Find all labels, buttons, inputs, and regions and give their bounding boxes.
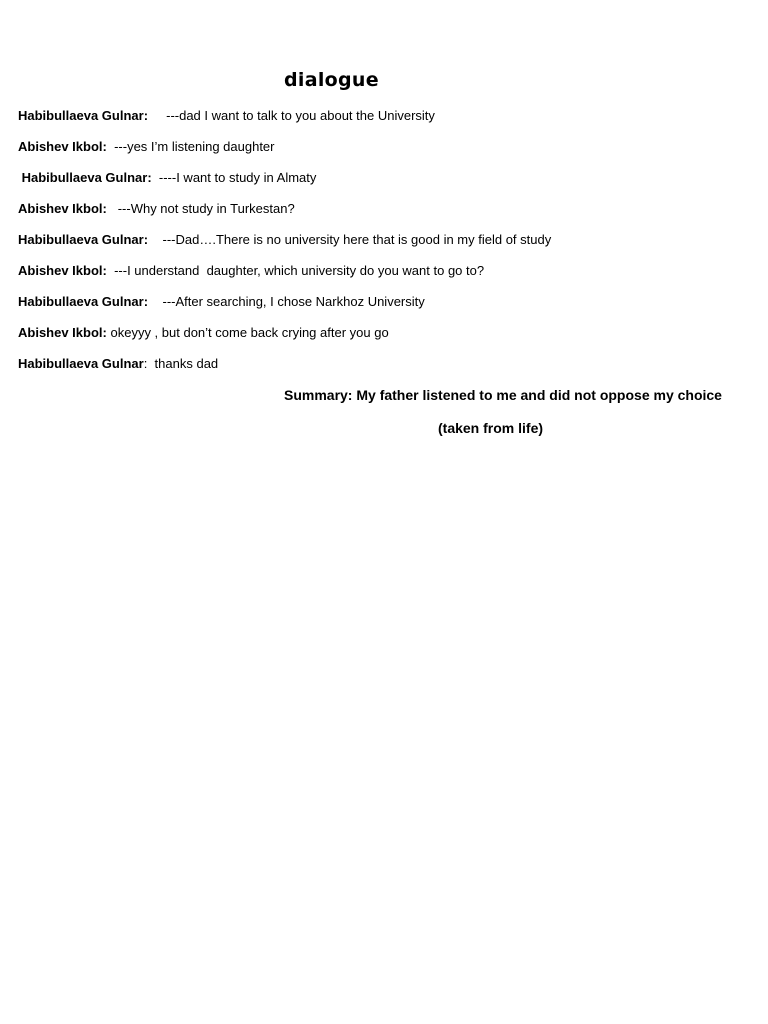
dialogue-line xyxy=(18,356,218,372)
speaker-name: Habibullaeva Gulnar xyxy=(18,356,144,371)
dialogue-line xyxy=(18,232,551,248)
dialogue-line xyxy=(18,201,295,217)
speaker-name: Habibullaeva Gulnar: xyxy=(18,108,149,123)
line-gap xyxy=(148,294,162,309)
speaker-name: Habibullaeva Gulnar: xyxy=(18,170,152,185)
dialogue-line xyxy=(18,325,389,341)
line-gap xyxy=(148,108,166,123)
speaker-name: Abishev Ikbol: xyxy=(18,263,107,278)
speaker-name: Abishev Ikbol: xyxy=(18,201,107,216)
line-text: ---yes I’m listening daughter xyxy=(114,139,275,154)
document-title: dialogue xyxy=(284,69,379,91)
line-text: ----I want to study in Almaty xyxy=(158,170,317,185)
line-text: ---Why not study in Turkestan? xyxy=(117,201,295,216)
line-gap xyxy=(107,263,114,278)
line-text: ---Dad….There is no university here that is good in my field of study xyxy=(162,232,552,247)
line-text: ---dad I want to talk to you about the University xyxy=(166,108,435,123)
summary-text: Summary: My father listened to me and did not oppose my choice xyxy=(284,387,722,403)
line-gap: : xyxy=(143,356,155,371)
line-gap xyxy=(107,139,114,154)
line-gap xyxy=(148,232,162,247)
line-gap xyxy=(152,170,159,185)
dialogue-line xyxy=(18,108,435,124)
line-text: ---I understand daughter, which university do you want to go to? xyxy=(114,263,485,278)
speaker-name: Habibullaeva Gulnar: xyxy=(18,294,149,309)
speaker-name: Abishev Ikbol: xyxy=(18,325,107,340)
dialogue-line xyxy=(18,294,425,310)
line-text: okeyyy , but don’t come back crying after you go xyxy=(110,325,389,340)
dialogue-line xyxy=(18,170,316,186)
line-gap xyxy=(107,201,118,216)
line-text: ---After searching, I chose Narkhoz University xyxy=(162,294,425,309)
dialogue-line xyxy=(18,139,275,155)
line-text: thanks dad xyxy=(154,356,219,371)
dialogue-line xyxy=(18,263,484,279)
speaker-name: Habibullaeva Gulnar: xyxy=(18,232,149,247)
speaker-name: Abishev Ikbol: xyxy=(18,139,107,154)
source-note: (taken from life) xyxy=(438,420,544,436)
